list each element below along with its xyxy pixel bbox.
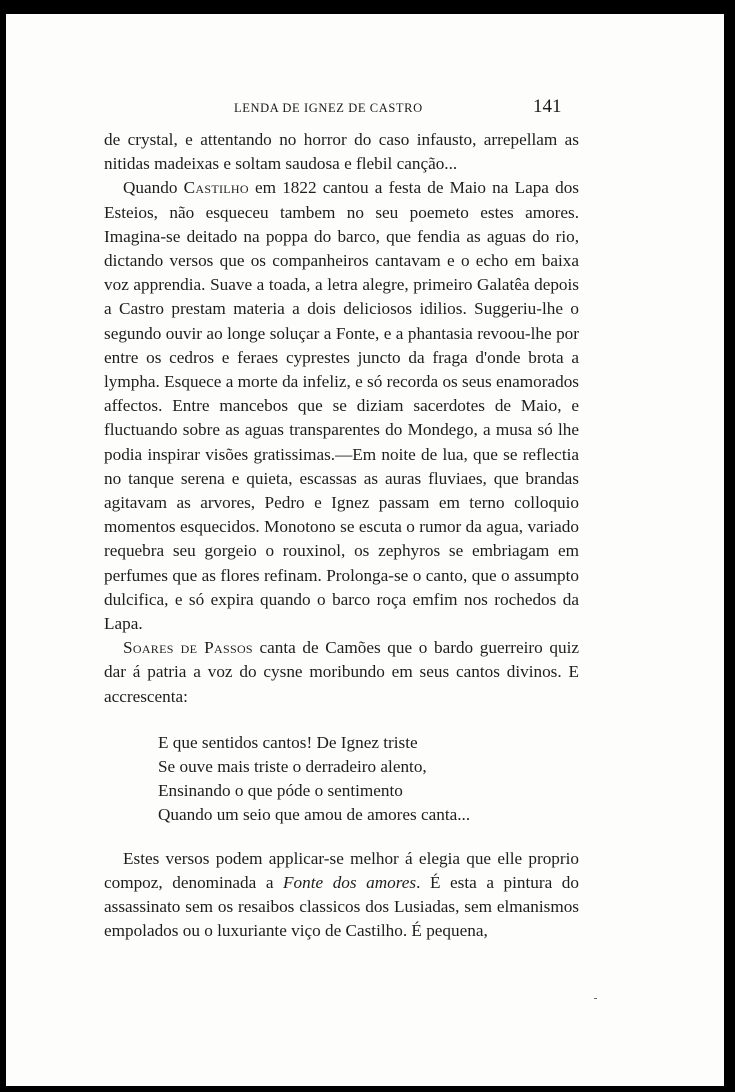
verse-line: Quando um seio que amou de amores canta... <box>158 804 471 824</box>
verse-quote <box>158 731 579 827</box>
page-number: 141 <box>533 96 562 117</box>
paragraph-4-lead: Estes versos podem applicar-se melhor á elegia que elle proprio compoz, denominada a <box>104 848 579 893</box>
paragraph-3 <box>104 636 579 709</box>
paragraph-4-text: . É esta a pintura do assassinato sem os resaibos classicos dos Lusiadas, sem elmanismos empolados ou o luxuriante viço de Castilho. É pequena, <box>104 873 579 941</box>
paragraph-2 <box>104 176 579 636</box>
page-header <box>6 98 724 124</box>
author-name-soares-de-passos: Soares de Passos <box>123 638 253 658</box>
verse-line: Ensinando o que póde o sentimento <box>158 780 403 800</box>
body-text <box>104 128 579 944</box>
paragraph-2-text: em 1822 cantou a festa de Maio na Lapa dos Esteios, não esqueceu tambem no seu poemeto estes amores. Imagina-se deitado na poppa do barco, que fendia as aguas do rio, dictando versos que os companheiros cantavam e o echo em baixa voz apprendia. Suave a toada, a letra alegre, primeiro Galatêa depois a Castro prestam materia a dois deliciosos idilios. Suggeriu-lhe o segundo ouvir ao longe soluçar a Fonte, e a phantasia revoou-lhe por entre os cedros e feraes cyprestes juncto da fraga d'onde brota a lympha. Esquece a morte da infeliz, e só recorda os seus enamorados affectos. Entre mancebos que se diziam sacerdotes de Maio, e fluctuando sobre as aguas transparentes do Mondego, a musa só lhe podia inspirar visões gratissimas.—Em noite de lua, que se reflectia no tanque serena e quieta, escassas as auras fluviaes, que brandas agitavam as arvores, Pedro e Ignez passam em terno colloquio momentos esquecidos. Monotono se escuta o rumor da agua, variado requebra seu gorgeio o rouxinol, os zephyros se embriagam em perfumes que as flores refinam. Prolonga-se o canto, que o assumpto dulcifica, e só expira quando o barco roça emfim nos rochedos da Lapa. <box>104 178 579 634</box>
book-page <box>6 14 724 1086</box>
paragraph-4 <box>104 847 579 944</box>
running-title: LENDA DE IGNEZ DE CASTRO <box>234 101 423 115</box>
verse-line: E que sentidos cantos! De Ignez triste <box>158 732 418 752</box>
verse-line: Se ouve mais triste o derradeiro alento, <box>158 756 427 776</box>
work-title: Fonte dos amores <box>283 873 417 893</box>
paragraph-3-text: canta de Camões que o bardo guerreiro quiz dar á patria a voz do cysne moribundo em seus cantos divinos. E accrescenta: <box>104 638 579 706</box>
author-name-castilho: Castilho <box>183 178 249 198</box>
paragraph-2-lead: Quando <box>123 178 184 198</box>
print-speck <box>594 998 597 999</box>
paragraph-1: de crystal, e attentando no horror do caso infausto, arrepellam as nitidas madeixas e soltam saudosa e flebil canção... <box>104 130 579 174</box>
